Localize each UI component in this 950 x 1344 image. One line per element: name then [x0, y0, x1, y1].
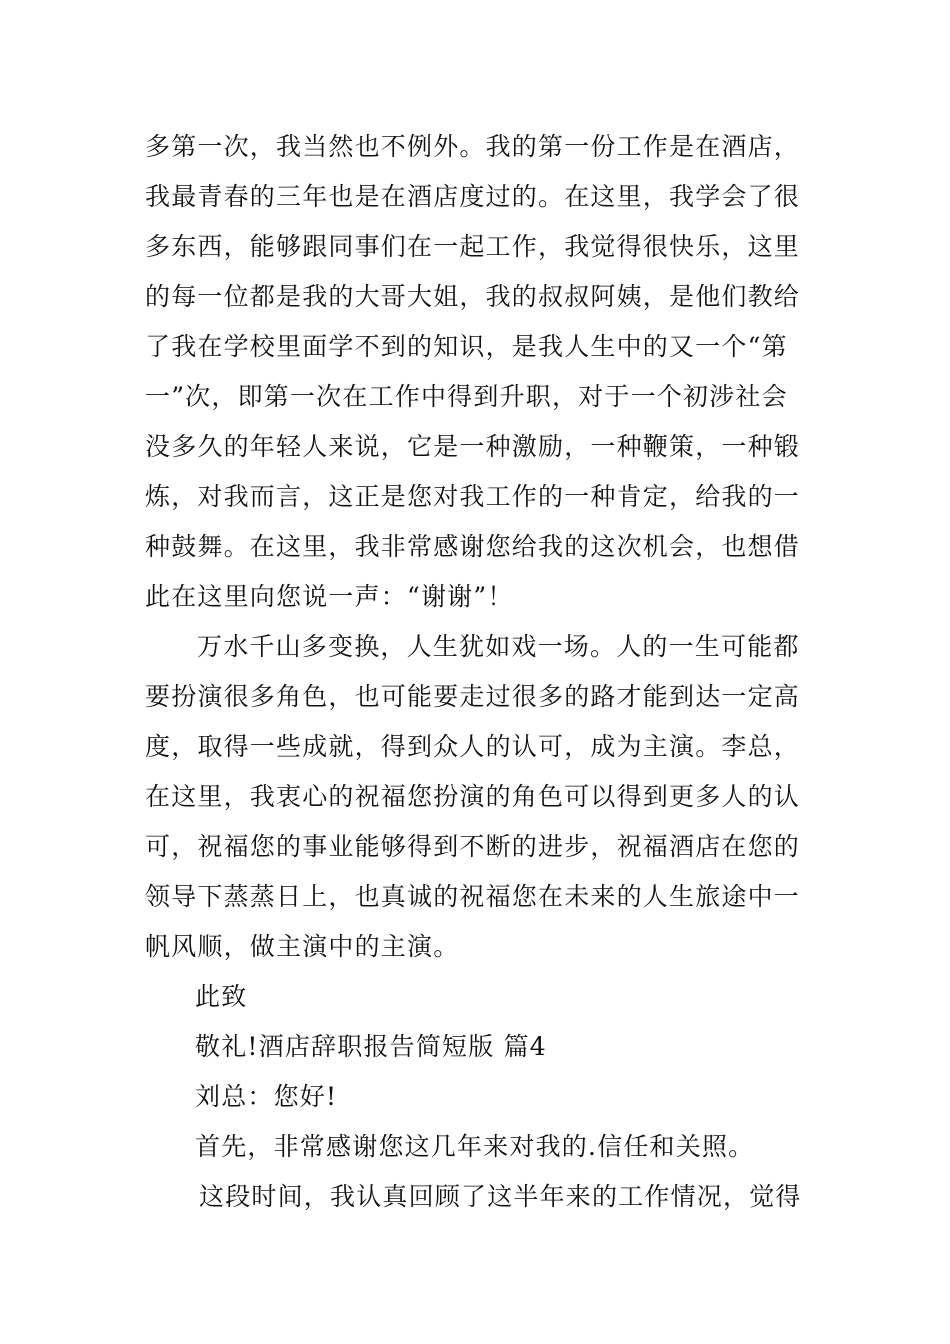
paragraph-1-line-1: 多第一次，我当然也不例外。我的第一份工作是在酒店， [145, 132, 801, 161]
paragraph-1-line-4: 的每一位都是我的大哥大姐，我的叔叔阿姨，是他们教给 [145, 282, 801, 311]
paragraph-2-line-7: 帆风顺，做主演中的主演。 [145, 932, 460, 961]
paragraph-2-line-3: 度，取得一些成就，得到众人的认可，成为主演。李总， [145, 732, 801, 761]
paragraph-2-line-2: 要扮演很多角色，也可能要走过很多的路才能到达一定高 [145, 682, 801, 711]
paragraph-2-line-4: 在这里，我衷心的祝福您扮演的角色可以得到更多人的认 [145, 782, 801, 811]
paragraph-1-line-5: 了我在学校里面学不到的知识，是我人生中的又一个“第 [145, 332, 788, 361]
paragraph-2-line-6: 领导下蒸蒸日上，也真诚的祝福您在未来的人生旅途中一 [145, 882, 801, 911]
paragraph-1-line-3: 多东西，能够跟同事们在一起工作，我觉得很快乐，这里 [145, 232, 801, 261]
intro-line: 首先，非常感谢您这几年来对我的.信任和关照。 [195, 1132, 755, 1161]
paragraph-1-line-8: 炼，对我而言，这正是您对我工作的一种肯定，给我的一 [145, 482, 801, 511]
paragraph-1-line-6: 一”次，即第一次在工作中得到升职，对于一个初涉社会 [145, 382, 788, 411]
paragraph-2-line-5: 可，祝福您的事业能够得到不断的进步，祝福酒店在您的 [145, 832, 801, 861]
paragraph-1-line-2: 我最青春的三年也是在酒店度过的。在这里，我学会了很 [145, 182, 801, 211]
paragraph-3-line-1: 这段时间，我认真回顾了这半年来的工作情况，觉得 [199, 1182, 802, 1211]
greeting-line: 刘总：您好! [195, 1082, 338, 1111]
paragraph-2-line-1: 万水千山多变换，人生犹如戏一场。人的一生可能都 [197, 632, 800, 661]
paragraph-1-line-7: 没多久的年轻人来说，它是一种激励，一种鞭策，一种锻 [145, 432, 801, 461]
section-heading: 敬礼!酒店辞职报告简短版 篇4 [195, 1032, 547, 1061]
paragraph-1-line-9: 种鼓舞。在这里，我非常感谢您给我的这次机会，也想借 [145, 532, 801, 561]
closing-line: 此致 [195, 982, 248, 1011]
paragraph-1-line-10: 此在这里向您说一声：“谢谢”！ [145, 582, 514, 611]
